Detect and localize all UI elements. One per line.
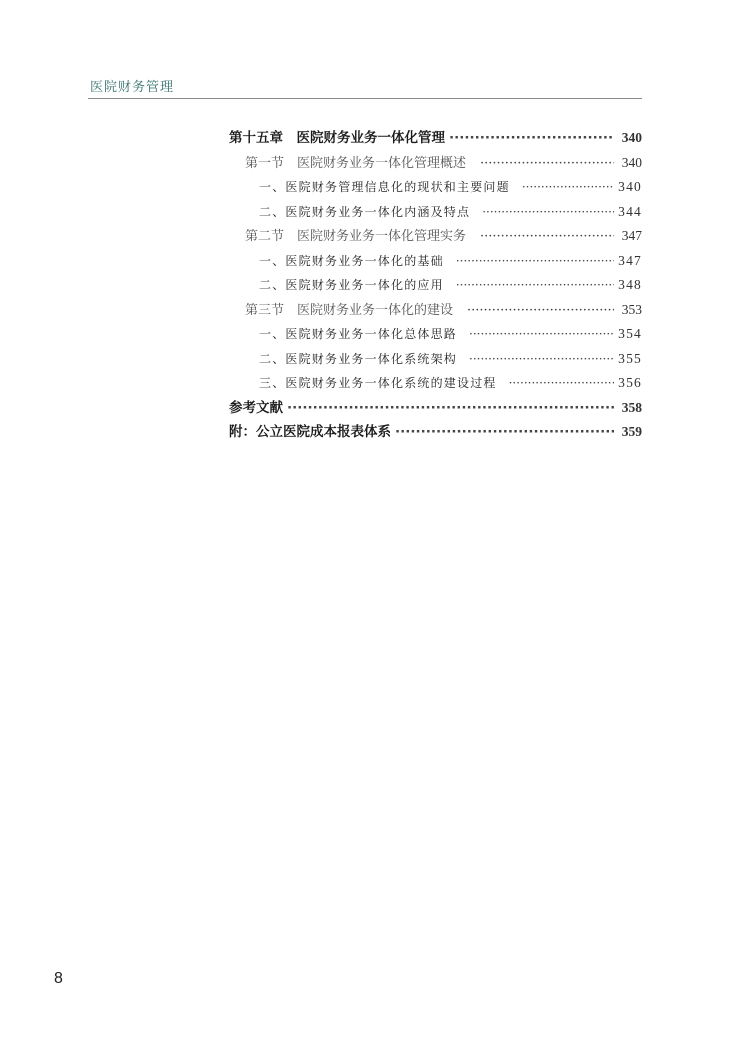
toc-entry-subsection[interactable] [229,347,642,372]
toc-leader-dots [467,299,614,324]
toc-leader-dots [469,322,614,347]
toc-entry-title: 参考文献 [229,399,283,416]
toc-leader-dots [456,273,614,298]
toc-entry-page: 358 [621,399,642,415]
toc-entry-subsection[interactable] [229,175,642,200]
toc-entry-page: 347 [621,228,642,243]
toc-entry-references[interactable] [229,396,642,421]
toc-entry-title: 第十五章 医院财务业务一体化管理 [229,130,445,146]
toc-entry-title: 二、医院财务业务一体化的应用 [259,278,444,292]
toc-entry-subsection[interactable] [229,322,642,347]
toc-entry-title: 第二节 医院财务业务一体化管理实务 [245,229,467,244]
toc-entry-page: 347 [618,252,642,268]
toc-leader-dots [469,347,614,372]
toc-leader-dots [395,420,614,445]
toc-entry-appendix[interactable] [229,420,642,445]
toc-leader-dots [480,152,614,177]
toc-entry-subsection[interactable] [229,371,642,396]
toc-entry-title: 二、医院财务业务一体化系统架构 [259,351,458,366]
toc-leader-dots [456,249,614,274]
toc-entry-title: 一、医院财务管理信息化的现状和主要问题 [259,180,510,194]
toc-entry-page: 354 [618,326,642,341]
toc-entry-title: 二、医院财务业务一体化内涵及特点 [259,204,471,219]
toc-leader-dots [287,396,614,421]
toc-leader-dots [482,200,614,225]
toc-entry-page: 344 [618,203,642,219]
toc-entry-page: 340 [621,154,642,170]
header-rule [88,98,642,99]
toc-entry-page: 356 [618,375,642,390]
toc-entry-page: 353 [621,301,642,317]
toc-entry-title: 一、医院财务业务一体化的基础 [259,253,444,268]
toc-entry-page: 359 [621,424,642,439]
toc-leader-dots [480,225,614,250]
toc-entry-title: 第一节 医院财务业务一体化管理概述 [245,155,467,171]
toc-entry-title: 一、医院财务业务一体化总体思路 [259,327,458,341]
toc-entry-title: 第三节 医院财务业务一体化的建设 [245,302,454,318]
running-header-title: 医院财务管理 [90,80,175,95]
toc-entry-page: 348 [618,277,642,292]
toc-leader-dots [522,175,614,200]
toc-entry-chapter-15[interactable] [229,126,642,151]
toc-entry-subsection[interactable] [229,249,642,274]
toc-entry-section-1[interactable] [229,151,642,176]
toc-entry-section-2[interactable] [229,224,642,249]
toc-entry-title: 三、医院财务业务一体化系统的建设过程 [259,376,497,390]
toc-entry-title: 附：公立医院成本报表体系 [229,424,391,440]
toc-entry-page: 340 [621,130,642,145]
table-of-contents [229,126,642,445]
toc-entry-subsection[interactable] [229,200,642,225]
page-number: 8 [54,970,63,987]
toc-entry-section-3[interactable] [229,298,642,323]
toc-entry-page: 355 [618,350,642,366]
toc-leader-dots [509,371,614,396]
toc-leader-dots [449,126,614,151]
toc-entry-page: 340 [618,179,642,194]
toc-entry-subsection[interactable] [229,273,642,298]
